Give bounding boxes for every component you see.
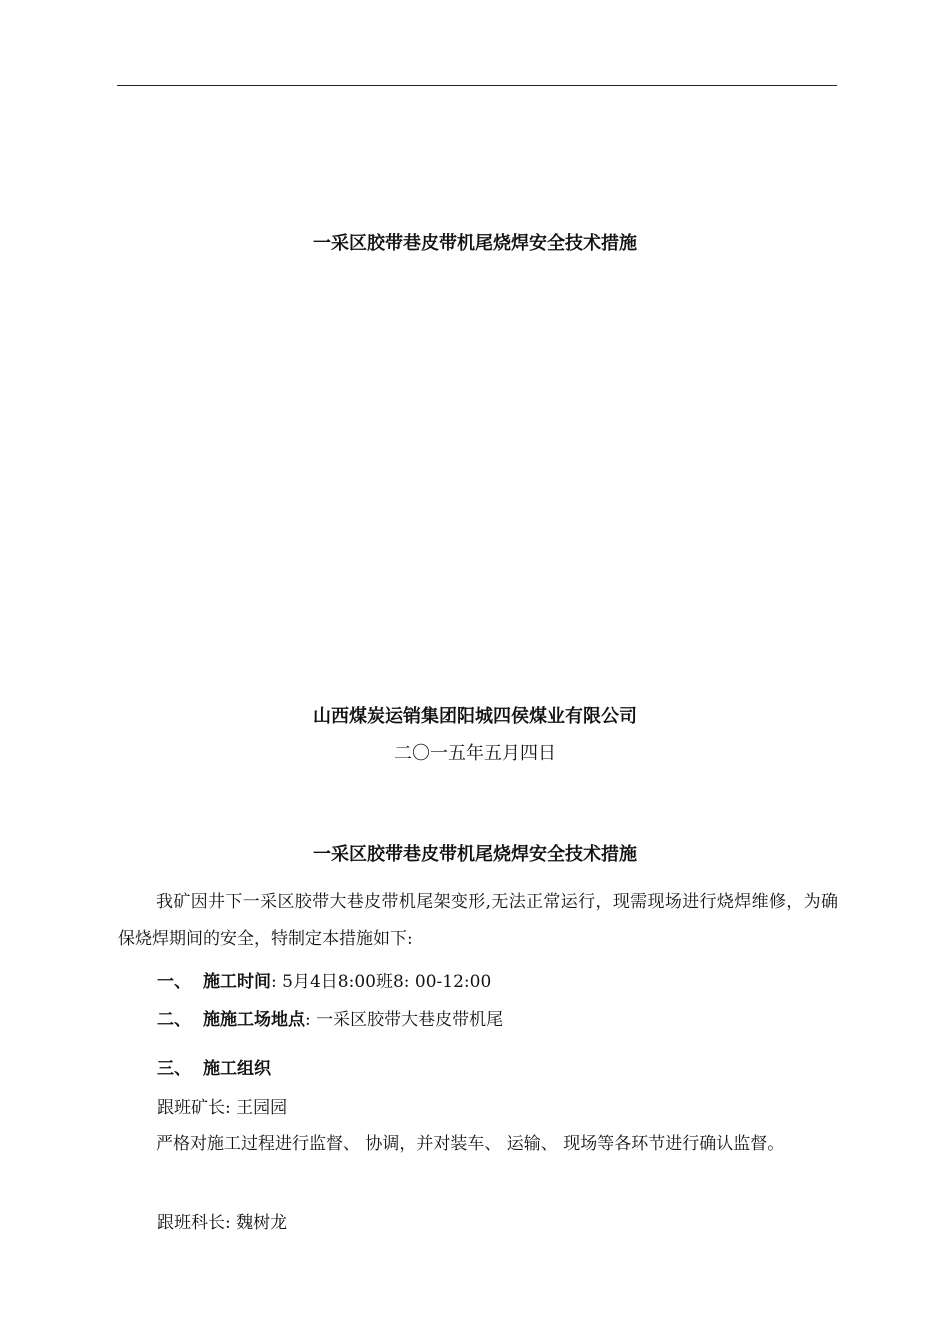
section-chief-line: 跟班科长: 魏树龙: [157, 1213, 288, 1233]
section-one-value: 5月4日8:00班8: 00-12:00: [282, 972, 492, 992]
body-title: 一采区胶带巷皮带机尾烧焊安全技术措施: [313, 844, 637, 865]
section-one: [157, 969, 491, 995]
section-three-number: 三、: [157, 1059, 191, 1079]
section-one-number: 一、: [157, 972, 191, 992]
section-one-title: 施工时间: [203, 972, 271, 992]
intro-paragraph: 我矿因井下一采区胶带大巷皮带机尾架变形,无法正常运行，现需现场进行烧焊维修，为确保烧焊期间的安全，特制定本措施如下:: [118, 892, 838, 949]
header-rule: [117, 85, 837, 86]
cover-date: 二〇一五年五月四日: [394, 743, 556, 764]
section-two: [157, 1007, 503, 1033]
section-three: [157, 1056, 271, 1082]
section-two-separator: :: [305, 1010, 317, 1030]
section-two-number: 二、: [157, 1010, 191, 1030]
section-one-separator: :: [271, 972, 283, 992]
cover-company: 山西煤炭运销集团阳城四侯煤业有限公司: [313, 706, 637, 727]
leader-line: 跟班矿长: 王园园: [157, 1098, 288, 1118]
section-three-title: 施工组织: [203, 1059, 271, 1079]
supervision-paragraph: 严格对施工过程进行监督、 协调，并对装车、 运输、 现场等各环节进行确认监督。: [156, 1134, 785, 1154]
section-two-title: 施施工场地点: [203, 1010, 305, 1030]
cover-title: 一采区胶带巷皮带机尾烧焊安全技术措施: [313, 233, 637, 254]
section-two-value: 一采区胶带大巷皮带机尾: [316, 1010, 504, 1030]
